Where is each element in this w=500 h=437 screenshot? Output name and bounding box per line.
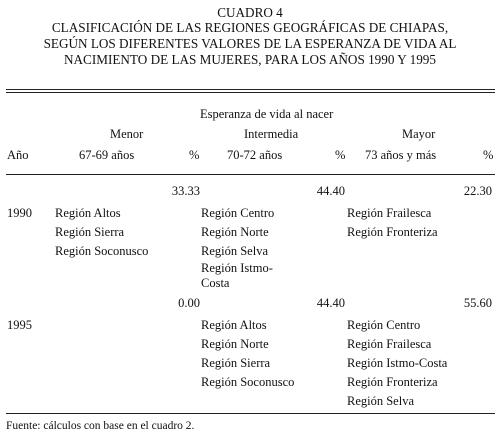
list-item: Región Frailesca	[347, 206, 432, 220]
header-pct-menor: %	[189, 148, 200, 162]
header-cat-mayor: Mayor	[402, 127, 436, 141]
pct-intermedia-1995: 44.40	[316, 296, 345, 310]
pct-menor-1990: 33.33	[171, 184, 200, 198]
list-item: Región Norte	[201, 225, 269, 239]
pct-intermedia-1990: 44.40	[316, 184, 345, 198]
list-item: Región Altos	[201, 318, 267, 332]
pct-mayor-1990: 22.30	[463, 184, 492, 198]
list-item: Región Fronteriza	[347, 225, 438, 239]
table-number: CUADRO 4	[217, 5, 283, 20]
list-item: Región Selva	[201, 244, 269, 258]
list-item: Región Sierra	[55, 225, 125, 239]
pct-menor-1995: 0.00	[178, 296, 200, 310]
list-item: Región Altos	[55, 206, 121, 220]
header-pct-mayor: %	[483, 148, 494, 162]
list-item: Región Soconusco	[55, 244, 149, 258]
list-item: Región Sierra	[201, 356, 271, 370]
list-item: Región Istmo-Costa	[347, 356, 448, 370]
list-item: Región Centro	[347, 318, 421, 332]
list-item: Región Norte	[201, 337, 269, 351]
list-item: Región Selva	[347, 394, 415, 408]
header-cat-intermedia: Intermedia	[244, 127, 299, 141]
list-item: Región Istmo-	[201, 261, 273, 275]
list-item: Región Fronteriza	[347, 375, 438, 389]
list-item: Región Soconusco	[201, 375, 295, 389]
top-rule-2	[6, 92, 495, 93]
header-range-menor: 67-69 años	[79, 148, 135, 162]
header-pct-intermedia: %	[335, 148, 346, 162]
footnote: Fuente: cálculos con base en el cuadro 2.	[6, 420, 195, 432]
table-title-line-3: NACIMIENTO DE LAS MUJERES, PARA LOS AÑOS 1990 Y 1995	[64, 52, 436, 67]
bottom-rule	[6, 413, 495, 414]
table-title-line-2: SEGÚN LOS DIFERENTES VALORES DE LA ESPERANZA DE VIDA AL	[43, 36, 457, 51]
header-cat-menor: Menor	[110, 127, 144, 141]
list-item: Región Centro	[201, 206, 275, 220]
list-item: Región Frailesca	[347, 337, 432, 351]
list-item: Costa	[201, 276, 230, 290]
header-range-mayor: 73 años y más	[365, 148, 437, 162]
header-rule	[6, 174, 495, 175]
top-rule-1	[6, 89, 495, 90]
year-1995: 1995	[7, 318, 32, 332]
header-group-label: Esperanza de vida al nacer	[200, 107, 334, 121]
table-title-line-1: CLASIFICACIÓN DE LAS REGIONES GEOGRÁFICAS DE CHIAPAS,	[51, 20, 449, 35]
year-1990: 1990	[7, 206, 32, 220]
header-range-intermedia: 70-72 años	[227, 148, 283, 162]
header-year: Año	[7, 148, 29, 162]
pct-mayor-1995: 55.60	[463, 296, 492, 310]
